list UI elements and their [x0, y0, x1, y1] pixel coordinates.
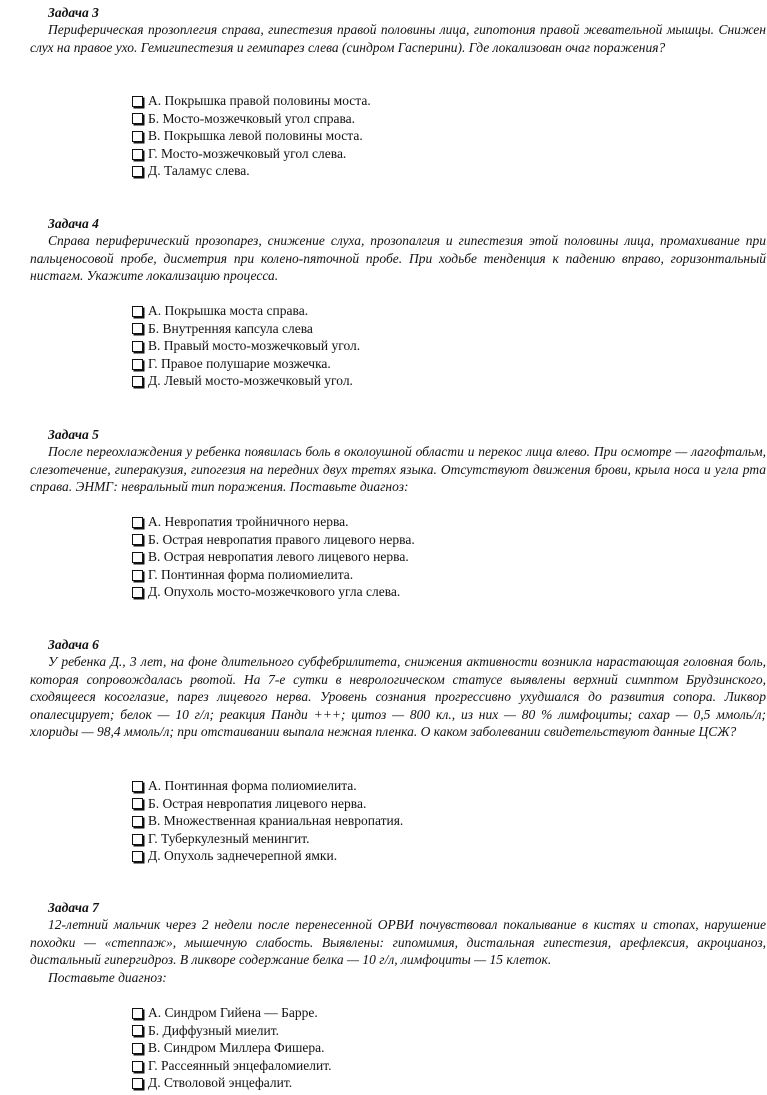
task-text: После переохлаждения у ребенка появилась боль в околоушной области и перекос лица влево. При осмотре — лагофтальм, слезотечение, гиперакузия, гипогезия на передних двух третях языка. Отсутствуют движения брови, крыла носа и угла рта справа. ЭНМГ: невральный тип поражения. Поставьте диагноз: — [30, 444, 766, 495]
task-title: Задача 6 — [48, 637, 99, 652]
answer-label: Г. Рассеянный энцефаломиелит. — [148, 1057, 332, 1073]
answer-options — [132, 513, 415, 601]
answer-option-e[interactable] — [132, 1074, 331, 1092]
checkbox-icon[interactable] — [132, 323, 143, 334]
answer-label: Д. Стволовой энцефалит. — [148, 1075, 293, 1091]
checkbox-icon[interactable] — [132, 341, 143, 352]
answer-label: Г. Мосто-мозжечковый угол слева. — [148, 145, 347, 161]
answer-label: В. Правый мосто-мозжечковый угол. — [148, 338, 361, 354]
checkbox-icon[interactable] — [132, 149, 143, 160]
checkbox-icon[interactable] — [132, 534, 143, 545]
task-title: Задача 3 — [48, 5, 99, 20]
answer-option-a[interactable] — [132, 1004, 331, 1022]
answer-options — [132, 1004, 331, 1092]
answer-option-e[interactable] — [132, 847, 403, 865]
answer-label: В. Синдром Миллера Фишера. — [148, 1040, 325, 1056]
checkbox-icon[interactable] — [132, 113, 143, 124]
answer-option-b[interactable] — [132, 110, 371, 128]
checkbox-icon[interactable] — [132, 834, 143, 845]
answer-option-a[interactable] — [132, 777, 403, 795]
task-3 — [0, 4, 767, 56]
answer-label: Г. Понтинная форма полиомиелита. — [148, 566, 354, 582]
checkbox-icon[interactable] — [132, 376, 143, 387]
checkbox-icon[interactable] — [132, 587, 143, 598]
task-text: У ребенка Д., 3 лет, на фоне длительного субфебрилитета, снижения активности возникла нарастающая головная боль, которая сопровождалась рвотой. На 7-е сутки в неврологическом статусе выявлены верхний симптом Брудзинского, сходящееся косоглазие, парез лицевого нерва. Уровень сознания прогрессивно ухудшался до развития сопора. Ликвор опалесцирует; белок — 10 г/л; реакция Панди +++; цитоз — 800 кл., из них — 80 % лимфоциты; сахар — 0,5 ммоль/л; хлориды — 98,4 ммоль/л; при отстаивании выпала нежная пленка. О каком заболевании свидетельствуют данные ЦСЖ? — [30, 654, 766, 740]
answer-label: Д. Опухоль мосто-мозжечкового угла слева. — [148, 584, 401, 600]
answer-option-b[interactable] — [132, 320, 360, 338]
answer-options — [132, 302, 360, 390]
answer-option-a[interactable] — [132, 302, 360, 320]
checkbox-icon[interactable] — [132, 1078, 143, 1089]
answer-options — [132, 777, 403, 865]
answer-label: Б. Острая невропатия правого лицевого нерва. — [148, 531, 415, 547]
checkbox-icon[interactable] — [132, 359, 143, 370]
answer-option-c[interactable] — [132, 548, 415, 566]
answer-label: Д. Левый мосто-мозжечковый угол. — [148, 373, 353, 389]
checkbox-icon[interactable] — [132, 798, 143, 809]
task-question: Поставьте диагноз: — [48, 969, 167, 985]
task-title: Задача 7 — [48, 900, 99, 915]
task-title: Задача 4 — [48, 216, 99, 231]
checkbox-icon[interactable] — [132, 96, 143, 107]
answer-label: В. Покрышка левой половины моста. — [148, 128, 363, 144]
checkbox-icon[interactable] — [132, 816, 143, 827]
answer-label: А. Покрышка моста справа. — [148, 303, 309, 318]
answer-option-d[interactable] — [132, 830, 403, 848]
task-5 — [0, 426, 767, 496]
answer-label: А. Синдром Гийена — Барре. — [148, 1005, 318, 1020]
checkbox-icon[interactable] — [132, 851, 143, 862]
checkbox-icon[interactable] — [132, 1008, 143, 1019]
task-6 — [0, 636, 767, 741]
task-text: Справа периферический прозопарез, снижение слуха, прозопалгия и гипестезия этой половины лица, промахивание при пальценосовой пробе, дисметрия при колено-пяточной пробе. При ходьбе тенденция к падению вправо, горизонтальный нистагм. Укажите локализацию процесса. — [30, 233, 766, 284]
answer-options — [132, 92, 371, 180]
task-text: 12-летний мальчик через 2 недели после перенесенной ОРВИ почувствовал покалывание в кистях и стопах, нарушение походки — «степпаж», мышечную слабость. Выявлены: гипомимия, дистальная гипестезия, арефлексия, акроцианоз, дистальный гипергидроз. В ликворе содержание белка — 10 г/л, лимфоциты — 15 клеток. — [30, 917, 766, 968]
task-4 — [0, 215, 767, 285]
checkbox-icon[interactable] — [132, 570, 143, 581]
answer-option-c[interactable] — [132, 812, 403, 830]
answer-label: Б. Диффузный миелит. — [148, 1022, 279, 1038]
checkbox-icon[interactable] — [132, 552, 143, 563]
checkbox-icon[interactable] — [132, 1061, 143, 1072]
answer-label: Д. Опухоль заднечерепной ямки. — [148, 848, 338, 864]
answer-option-e[interactable] — [132, 372, 360, 390]
task-text: Периферическая прозоплегия справа, гипестезия правой половины лица, гипотония правой жевательной мышцы. Снижен слух на правое ухо. Гемигипестезия и гемипарез слева (синдром Гасперини). Где локализован очаг поражения? — [30, 22, 766, 55]
task-7 — [0, 899, 767, 986]
answer-option-c[interactable] — [132, 1039, 331, 1057]
checkbox-icon[interactable] — [132, 306, 143, 317]
checkbox-icon[interactable] — [132, 1025, 143, 1036]
answer-label: Б. Мосто-мозжечковый угол справа. — [148, 110, 356, 126]
answer-option-e[interactable] — [132, 162, 371, 180]
answer-option-d[interactable] — [132, 145, 371, 163]
checkbox-icon[interactable] — [132, 1043, 143, 1054]
checkbox-icon[interactable] — [132, 166, 143, 177]
answer-option-b[interactable] — [132, 531, 415, 549]
task-title: Задача 5 — [48, 427, 99, 442]
answer-option-b[interactable] — [132, 795, 403, 813]
answer-label: А. Невропатия тройничного нерва. — [148, 514, 349, 529]
checkbox-icon[interactable] — [132, 131, 143, 142]
answer-option-d[interactable] — [132, 566, 415, 584]
checkbox-icon[interactable] — [132, 517, 143, 528]
answer-label: В. Острая невропатия левого лицевого нерва. — [148, 549, 409, 565]
answer-option-b[interactable] — [132, 1022, 331, 1040]
answer-label: А. Покрышка правой половины моста. — [148, 93, 371, 108]
answer-option-e[interactable] — [132, 583, 415, 601]
answer-label: Д. Таламус слева. — [148, 163, 250, 179]
checkbox-icon[interactable] — [132, 781, 143, 792]
answer-option-c[interactable] — [132, 127, 371, 145]
answer-option-c[interactable] — [132, 337, 360, 355]
answer-option-a[interactable] — [132, 513, 415, 531]
answer-label: Б. Острая невропатия лицевого нерва. — [148, 795, 367, 811]
answer-label: В. Множественная краниальная невропатия. — [148, 813, 404, 829]
answer-label: Б. Внутренняя капсула слева — [148, 320, 313, 336]
answer-label: Г. Туберкулезный менингит. — [148, 830, 310, 846]
answer-label: А. Понтинная форма полиомиелита. — [148, 778, 357, 793]
answer-label: Г. Правое полушарие мозжечка. — [148, 355, 331, 371]
answer-option-d[interactable] — [132, 1057, 331, 1075]
answer-option-a[interactable] — [132, 92, 371, 110]
answer-option-d[interactable] — [132, 355, 360, 373]
